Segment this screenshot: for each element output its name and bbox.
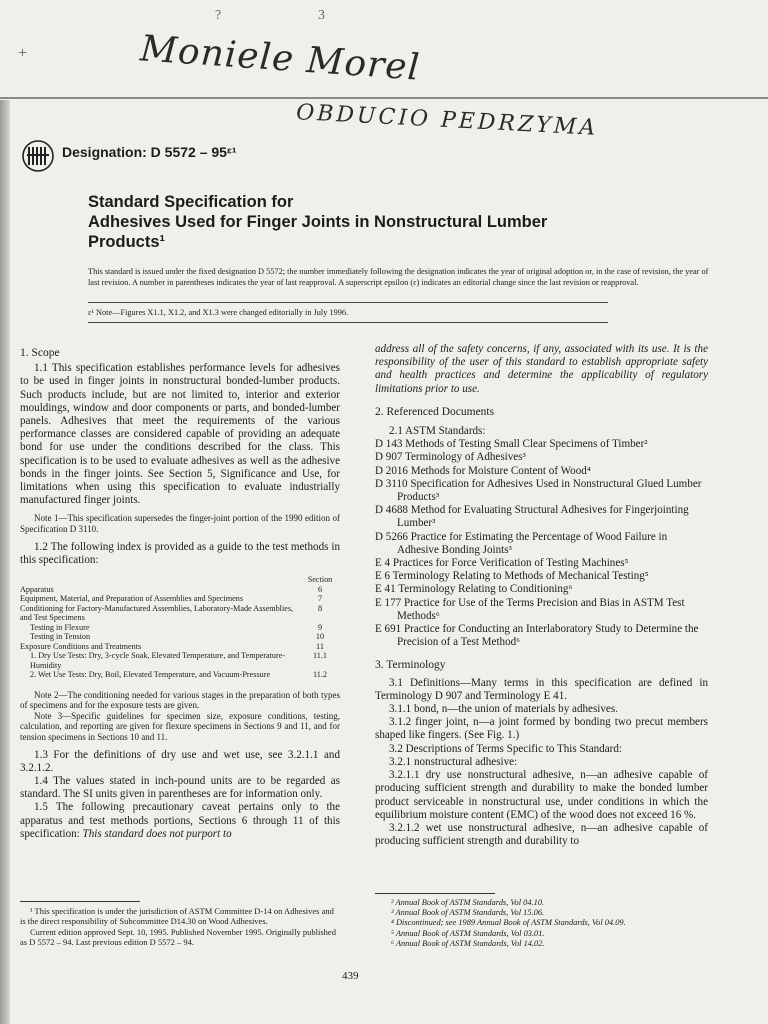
index-topic: Apparatus xyxy=(20,584,54,594)
footnote: ⁵ Annual Book of ASTM Standards, Vol 03.01. xyxy=(391,928,545,938)
handwritten-mark: 3 xyxy=(318,8,325,23)
index-header: Section xyxy=(307,575,333,585)
index-section-number: 11 xyxy=(316,641,324,651)
note: Note 2—The conditioning needed for various stages in the preparation of both types of specimens and for the exposure tests are given. xyxy=(20,689,340,711)
paragraph: 3.2 Descriptions of Terms Specific to This Standard: xyxy=(389,742,622,755)
reference-item: D 143 Methods of Testing Small Clear Specimens of Timber² xyxy=(375,438,648,451)
index-row xyxy=(20,623,340,633)
page-number: 439 xyxy=(342,970,359,982)
footnote: ¹ This specification is under the jurisdiction of ASTM Committee D-14 on Adhesives and is the direct responsibility of Subcommittee D14.30 on Wood Adhesives. xyxy=(20,906,334,927)
index-section-number: 6 xyxy=(317,584,323,594)
footnotes-left xyxy=(20,901,340,947)
handwritten-mark: + xyxy=(18,45,28,62)
index-row xyxy=(20,585,340,595)
index-section-number: 10 xyxy=(315,632,325,642)
index-section-number: 7 xyxy=(317,594,323,604)
paragraph: 3.1.2 finger joint, n—a joint formed by bonding two precut members shaped like fingers. (See Fig. 1.) xyxy=(375,716,708,742)
reference-item: E 177 Practice for Use of the Terms Precision and Bias in ASTM Test Methods⁶ xyxy=(375,596,685,622)
index-row xyxy=(20,670,340,680)
footnotes-right xyxy=(375,893,695,949)
paragraph: 1.2 The following index is provided as a guide to the test methods in this specification: xyxy=(20,540,340,566)
paragraph: 3.2.1 nonstructural adhesive: xyxy=(389,755,518,768)
footnote: Current edition approved Sept. 10, 1995. Published November 1995. Originally published as D 5572 – 94. Last previous edition D 5572 – 94. xyxy=(20,926,336,947)
astm-logo-icon xyxy=(22,138,54,179)
index-topic: 1. Dry Use Tests: Dry, 3-cycle Soak, Elevated Temperature, and Temperature-Humidity xyxy=(30,651,286,670)
reference-item: D 2016 Methods for Moisture Content of Wood⁴ xyxy=(375,464,591,477)
index-section-number: 11.1 xyxy=(312,651,328,661)
index-section-number: 8 xyxy=(317,603,323,613)
index-row xyxy=(20,651,340,670)
paragraph: 3.2.1.2 wet use nonstructural adhesive, n—an adhesive capable of producing sufficient strength and durability to xyxy=(375,821,708,848)
reference-item: D 4688 Method for Evaluating Structural Adhesives for Fingerjointing Lumber³ xyxy=(375,504,689,530)
reference-item: E 691 Practice for Conducting an Interlaboratory Study to Determine the Precision of a Test Method⁶ xyxy=(375,623,699,649)
scan-edge-shadow xyxy=(0,100,10,1024)
index-topic: Testing in Tension xyxy=(30,632,91,642)
reference-list xyxy=(375,438,708,649)
section-index-table xyxy=(20,575,340,680)
footnote: ³ Annual Book of ASTM Standards, Vol 15.06. xyxy=(391,908,545,918)
left-column xyxy=(20,347,340,841)
footnote: ⁶ Annual Book of ASTM Standards, Vol 14.02. xyxy=(391,938,545,948)
reference-item: E 41 Terminology Relating to Conditioning⁶ xyxy=(375,583,573,596)
paragraph: 1.4 The values stated in inch-pound units are to be regarded as standard. The SI units given in parentheses are for information only. xyxy=(20,774,340,801)
paragraph: 1.1 This specification establishes performance levels for adhesives to be used in finger joints in nonstructural bonded-lumber products. Such products include, but are not limited to, interior and exterior mouldings, window and door components or parts, and bonded-lumber panels. Adhesives that meet the requirements of the various performance classes are considered capable of providing an adequate bond for use under the conditions described for the class. This specification is to be used to evaluate adhesives as well as the adhesive bonds in the finger joints. See Section 5, Significance and Use, for limitations when using this specification to evaluate industrially manufactured finger joints. xyxy=(20,362,340,507)
paragraph: 3.1.1 bond, n—the union of materials by adhesives. xyxy=(389,703,618,716)
index-row xyxy=(20,594,340,604)
footnote: ⁴ Discontinued; see 1989 Annual Book of ASTM Standards, Vol 04.09. xyxy=(391,918,626,928)
index-topic: Equipment, Material, and Preparation of Assemblies and Specimens xyxy=(20,594,244,604)
reference-item: D 5266 Practice for Estimating the Percentage of Wood Failure in Adhesive Bonding Joints³ xyxy=(375,530,668,556)
paragraph: 2.1 ASTM Standards: xyxy=(389,425,486,438)
note: Note 3—Specific guidelines for specimen size, exposure conditions, testing, calculation, and reporting are given for flexure specimens in Sections 9 and 11, and for tension specimens in Sections 10 and 11. xyxy=(20,710,340,742)
paragraph: address all of the safety concerns, if any, associated with its use. It is the responsibility of the user of this standard to establish appropriate safety and health practices and determine the applicability of regulatory limitations prior to use. xyxy=(375,343,708,395)
index-topic: Conditioning for Factory-Manufactured Assemblies, Laboratory-Made Assemblies, and Test Specimens xyxy=(20,603,294,623)
index-topic: Exposure Conditions and Treatments xyxy=(20,641,142,651)
section-heading: 1. Scope xyxy=(20,347,60,359)
scan-fold-line xyxy=(0,97,768,99)
paragraph: 1.3 For the definitions of dry use and wet use, see 3.2.1.1 and 3.2.1.2. xyxy=(20,748,340,774)
page-title: Standard Specification for Adhesives Used for Finger Joints in Nonstructural Lumber Products¹ xyxy=(88,193,548,251)
handwritten-signature: Moniele Morel xyxy=(138,28,422,89)
index-row xyxy=(20,642,340,652)
reference-item: D 907 Terminology of Adhesives³ xyxy=(375,451,526,464)
index-section-number: 11.2 xyxy=(312,670,328,680)
paragraph: 3.2.1.1 dry use nonstructural adhesive, n—an adhesive capable of producing sufficient strength and durability to make the bonded lumber product serviceable in nonstructural use, under conditions in which the equilibrium moisture content (EMC) of the wood does not exceed 16 %. xyxy=(375,769,708,821)
index-topic: 2. Wet Use Tests: Dry, Boil, Elevated Temperature, and Vacuum-Pressure xyxy=(30,670,271,680)
paragraph: 3.1 Definitions—Many terms in this specification are defined in Terminology D 907 and Terminology E 41. xyxy=(375,676,708,702)
epsilon-note: ε¹ Note—Figures X1.1, X1.2, and X1.3 were changed editorially in July 1996. xyxy=(88,302,608,323)
paragraph: 1.5 The following precautionary caveat pertains only to the apparatus and test methods portions, Sections 6 through 11 of this specification: This standard does not purport to xyxy=(20,801,340,840)
reference-item: D 3110 Specification for Adhesives Used in Nonstructural Glued Lumber Products³ xyxy=(375,477,702,504)
index-row xyxy=(20,604,340,623)
section-heading: 2. Referenced Documents xyxy=(375,405,495,418)
index-topic: Testing in Flexure xyxy=(30,622,90,632)
section-heading: 3. Terminology xyxy=(375,659,446,672)
reference-item: E 4 Practices for Force Verification of Testing Machines⁵ xyxy=(375,557,629,570)
footnote: ² Annual Book of ASTM Standards, Vol 04.10. xyxy=(391,898,545,907)
index-row xyxy=(20,632,340,642)
index-section-number: 9 xyxy=(317,622,323,632)
issued-statement: This standard is issued under the fixed designation D 5572; the number immediately following the designation indicates the year of original adoption or, in the case of revision, the year of last revision. A number in parentheses indicates the year of last reapproval. A superscript epsilon (ε) indicates an editorial change since the last revision or reapproval. xyxy=(88,267,709,287)
designation: Designation: D 5572 – 95ᵋ¹ xyxy=(62,144,237,160)
handwritten-name: OBDUCIO PEDRZYMA xyxy=(295,100,599,141)
handwritten-mark: ? xyxy=(215,8,222,23)
reference-item: E 6 Terminology Relating to Methods of Mechanical Testing⁵ xyxy=(375,570,649,583)
right-column xyxy=(375,343,708,848)
note: Note 1—This specification supersedes the finger-joint portion of the 1990 edition of Specification D 3110. xyxy=(20,513,340,535)
